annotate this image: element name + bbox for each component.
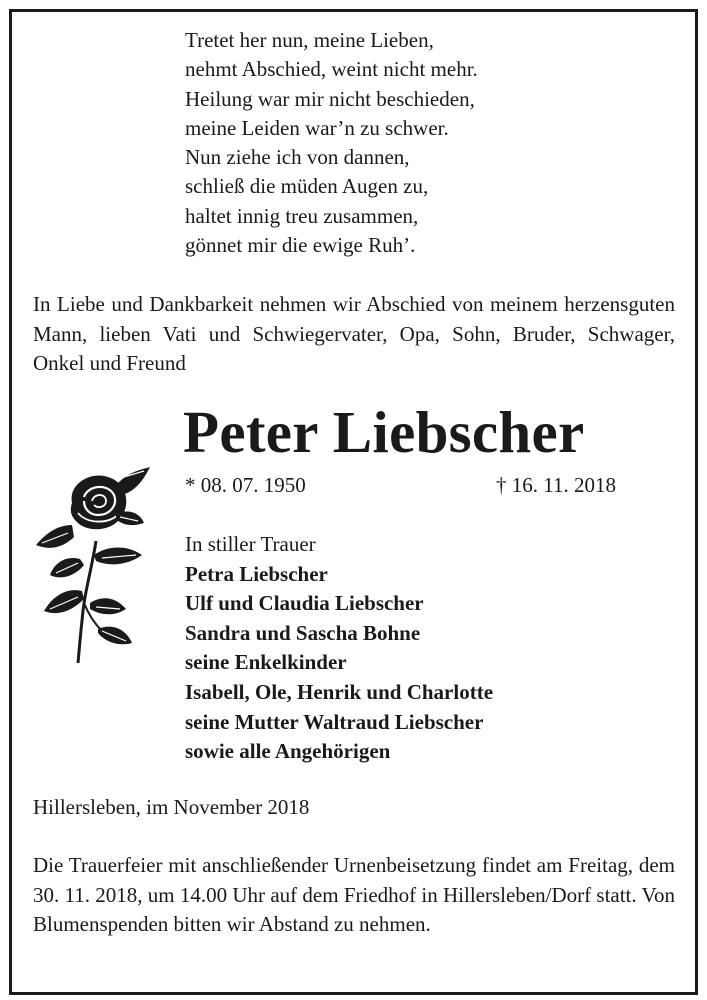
life-dates (185, 471, 616, 499)
mourner-name: sowie alle Angehörigen (185, 739, 391, 764)
place-and-date: Hillersleben, im November 2018 (33, 795, 310, 819)
intro-text: In Liebe und Dankbarkeit nehmen wir Abschied von meinem herzensguten Mann, lieben Vati und Schwiegervater, Opa, Sohn, Bruder, Schwager, Onkel und Freund (33, 292, 675, 375)
death-date: † 16. 11. 2018 (496, 473, 616, 497)
poem (185, 26, 478, 260)
poem-line: nehmt Abschied, weint nicht mehr. (185, 57, 478, 82)
poem-line: Tretet her nun, meine Lieben, (185, 28, 434, 52)
birth-date: * 08. 07. 1950 (185, 473, 306, 497)
poem-line: meine Leiden war’n zu schwer. (185, 115, 449, 140)
mourner-name: Sandra und Sascha Bohne (185, 620, 421, 645)
poem-line: haltet innig treu zusammen, (185, 203, 419, 228)
mourner-name: seine Enkelkinder (185, 650, 347, 675)
funeral-notice: Die Trauerfeier mit anschließender Urnenbeisetzung findet am Freitag, dem 30. 11. 2018, um 14.00 Uhr auf dem Friedhof in Hillersleben/Dorf statt. Von Blumenspenden bitten wir Abstand zu nehmen. (33, 853, 675, 936)
mourner-name: Petra Liebscher (185, 561, 328, 586)
mourners-list (185, 530, 493, 767)
mourner-name: Isabell, Ole, Henrik und Charlotte (185, 679, 494, 704)
deceased-name: Peter Liebscher (183, 399, 585, 465)
poem-line: schließ die müden Augen zu, (185, 174, 429, 199)
poem-line: gönnet mir die ewige Ruh’. (185, 233, 416, 258)
mourner-name: Ulf und Claudia Liebscher (185, 591, 424, 616)
poem-line: Heilung war mir nicht beschieden, (185, 86, 475, 111)
mourner-name: seine Mutter Waltraud Liebscher (185, 709, 484, 734)
poem-line: Nun ziehe ich von dannen, (185, 145, 410, 170)
rose-icon (32, 463, 152, 667)
mourners-heading: In stiller Trauer (185, 532, 316, 556)
